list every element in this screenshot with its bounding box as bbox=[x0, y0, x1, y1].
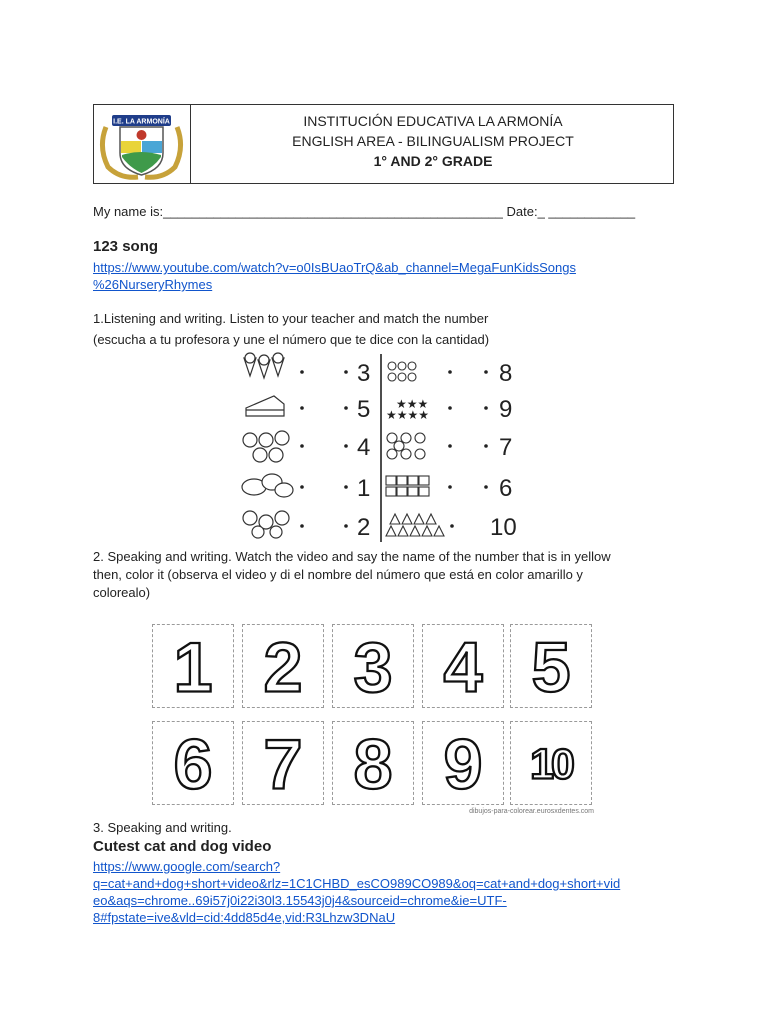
exercise2-instruction-3: colorealo) bbox=[93, 585, 151, 600]
header-text bbox=[191, 111, 675, 171]
left-number-2: 5 bbox=[357, 396, 371, 423]
number-card-4 bbox=[422, 624, 504, 708]
number-outline-5: 5 bbox=[531, 627, 571, 707]
grade-title: 1° AND 2° GRADE bbox=[373, 153, 493, 169]
number-outline-8: 8 bbox=[353, 724, 393, 804]
logo-cell bbox=[94, 105, 191, 183]
right-number-3: 7 bbox=[499, 434, 513, 461]
youtube-link[interactable] bbox=[93, 259, 576, 293]
svg-text:★★★★: ★★★★ bbox=[386, 408, 430, 422]
number-card-3 bbox=[332, 624, 414, 708]
right-number-1: 8 bbox=[499, 360, 513, 387]
number-card-9 bbox=[422, 721, 504, 805]
exercise3-instruction: 3. Speaking and writing. bbox=[93, 820, 232, 835]
exercise2-instruction-2: then, color it (observa el video y di el nombre del número que está en color amarillo y bbox=[93, 567, 583, 582]
left-number-3: 4 bbox=[357, 434, 371, 461]
left-number-4: 1 bbox=[357, 475, 371, 502]
number-outline-1: 1 bbox=[173, 627, 213, 707]
squares-icon bbox=[386, 476, 429, 496]
right-number-4: 6 bbox=[499, 475, 513, 502]
header-table bbox=[93, 104, 674, 184]
circles-icon bbox=[388, 362, 416, 381]
video-heading: Cutest cat and dog video bbox=[93, 838, 272, 855]
right-number-2: 9 bbox=[499, 396, 513, 423]
number-card-7 bbox=[242, 721, 324, 805]
ice-cream-icon bbox=[244, 353, 284, 378]
youtube-link-line-1[interactable]: https://www.youtube.com/watch?v=o0IsBUaoTrQ&ab_channel=MegaFunKidsSongs bbox=[93, 260, 576, 275]
number-card-2 bbox=[242, 624, 324, 708]
left-number-5: 2 bbox=[357, 514, 371, 541]
school-logo bbox=[94, 105, 189, 183]
number-outline-10: 10 bbox=[530, 740, 572, 789]
triangles-icon bbox=[386, 514, 444, 536]
google-link-line-1[interactable]: https://www.google.com/search? bbox=[93, 859, 281, 874]
exercise1-instruction-es: (escucha a tu profesora y une el número que te dice con la cantidad) bbox=[93, 332, 490, 347]
left-number-1: 3 bbox=[357, 360, 371, 387]
strawberries-icon bbox=[243, 511, 289, 538]
number-outline-9: 9 bbox=[443, 724, 483, 804]
number-outline-4: 4 bbox=[443, 627, 483, 707]
image-watermark: dibujos-para-colorear.eurosxdentes.com bbox=[469, 808, 594, 815]
number-card-8 bbox=[332, 721, 414, 805]
area-title: ENGLISH AREA - BILINGUALISM PROJECT bbox=[292, 133, 574, 149]
logo-text: I.E. LA ARMONÍA bbox=[113, 118, 170, 126]
cake-icon bbox=[246, 396, 284, 416]
numbers-coloring-grid bbox=[152, 624, 594, 819]
number-outline-2: 2 bbox=[263, 627, 303, 707]
svg-text:★★★: ★★★ bbox=[396, 397, 429, 411]
song-heading: 123 song bbox=[93, 238, 159, 255]
google-link-line-4[interactable]: 8#fpstate=ive&vld=cid:4dd85d4e,vid:R3Lhzw3DNaU bbox=[93, 910, 396, 925]
youtube-link-line-2[interactable]: %26NurseryRhymes bbox=[93, 277, 213, 292]
google-video-link[interactable] bbox=[93, 858, 620, 926]
potatoes-icon bbox=[242, 474, 293, 497]
number-card-5 bbox=[510, 624, 592, 708]
google-link-line-3[interactable]: eo&aqs=chrome..69i57j0i22i30l3.15543j0j4&sourceid=chrome&ie=UTF- bbox=[93, 893, 507, 908]
stars-icon bbox=[386, 397, 429, 422]
name-date-line: My name is:_______________________________________________ Date:_ ____________ bbox=[93, 204, 636, 219]
number-outline-3: 3 bbox=[353, 627, 393, 707]
number-card-6 bbox=[152, 721, 234, 805]
exercise2-instruction-1: 2. Speaking and writing. Watch the video and say the name of the number that is in yellow bbox=[93, 549, 611, 564]
number-outline-7: 7 bbox=[263, 724, 303, 804]
number-card-1 bbox=[152, 624, 234, 708]
school-name: INSTITUCIÓN EDUCATIVA LA ARMONÍA bbox=[303, 113, 563, 129]
exercise1-instruction: 1.Listening and writing. Listen to your teacher and match the number bbox=[93, 311, 489, 326]
apples-icon bbox=[243, 431, 289, 462]
right-number-5: 10 bbox=[490, 514, 517, 541]
number-outline-6: 6 bbox=[173, 724, 213, 804]
flowers-icon bbox=[387, 433, 425, 459]
number-card-10 bbox=[510, 721, 592, 805]
google-link-line-2[interactable]: q=cat+and+dog+short+video&rlz=1C1CHBD_esCO989CO989&oq=cat+and+dog+short+vid bbox=[93, 876, 621, 891]
matching-exercise bbox=[236, 350, 526, 545]
